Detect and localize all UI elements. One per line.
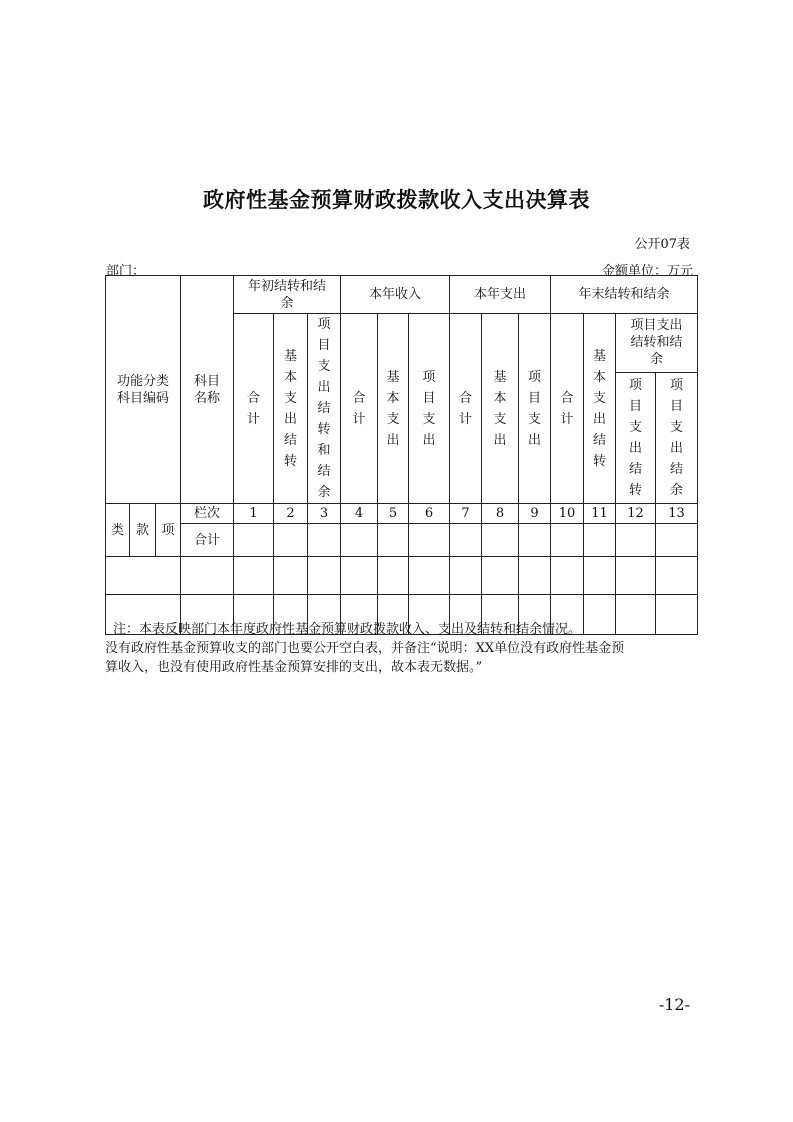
header-kuan: 款 [130, 504, 156, 557]
budget-table [105, 275, 698, 635]
header-expense: 本年支出 [450, 276, 551, 314]
header-closing-project-remain: 项目支出结余 [656, 372, 698, 503]
table-row-total [106, 524, 698, 557]
header-func-code: 功能分类科目编码 [106, 276, 181, 504]
table-row [106, 557, 698, 595]
table-cell [274, 524, 308, 557]
table-cell [584, 524, 616, 557]
column-number: 7 [450, 504, 482, 524]
header-opening-balance: 年初结转和结余 [234, 276, 341, 314]
unit-label: 金额单位：万元 [601, 264, 693, 279]
table-cell [584, 557, 616, 595]
column-number: 4 [341, 504, 378, 524]
header-opening-total: 合计 [234, 314, 274, 504]
column-number: 13 [656, 504, 698, 524]
table-cell [519, 524, 551, 557]
table-cell [106, 557, 181, 595]
column-number: 11 [584, 504, 616, 524]
table-cell [551, 524, 584, 557]
header-closing-project-carry: 项目支出结转 [616, 372, 656, 503]
table-cell [450, 557, 482, 595]
column-number: 1 [234, 504, 274, 524]
header-closing-balance: 年末结转和结余 [551, 276, 698, 314]
column-number: 3 [308, 504, 341, 524]
header-closing-basic: 基本支出结转 [584, 314, 616, 504]
header-opening-basic: 基本支出结转 [274, 314, 308, 504]
header-income-total: 合计 [341, 314, 378, 504]
total-row-label: 合计 [181, 524, 234, 557]
column-number: 6 [409, 504, 450, 524]
table-cell [616, 557, 656, 595]
table-cell [551, 557, 584, 595]
notes [105, 620, 703, 677]
table-cell [234, 557, 274, 595]
header-lei: 类 [106, 504, 130, 557]
table-cell [308, 524, 341, 557]
header-income-basic: 基本支出 [378, 314, 409, 504]
column-number: 2 [274, 504, 308, 524]
table-cell [656, 557, 698, 595]
table-cell [274, 557, 308, 595]
table-cell [482, 524, 519, 557]
note-line: 注：本表反映部门本年度政府性基金预算财政拨款收入、支出及结转和结余情况。 [113, 622, 582, 637]
table-cell [519, 557, 551, 595]
table-cell [308, 557, 341, 595]
note-line: 没有政府性基金预算收支的部门也要公开空白表，并备注“说明：XX单位没有政府性基金预 [105, 641, 625, 656]
header-closing-total: 合计 [551, 314, 584, 504]
header-expense-project: 项目支出 [519, 314, 551, 504]
header-expense-basic: 基本支出 [482, 314, 519, 504]
header-xiang: 项 [156, 504, 181, 557]
note-line: 算收入，也没有使用政府性基金预算安排的支出，故本表无数据。” [105, 660, 483, 675]
header-closing-project: 项目支出结转和结余 [616, 314, 698, 373]
table-cell [378, 524, 409, 557]
page-title: 政府性基金预算财政拨款收入支出决算表 [203, 188, 590, 212]
column-number: 8 [482, 504, 519, 524]
header-opening-project: 项目支出结转和结余 [308, 314, 341, 504]
table-cell [181, 557, 234, 595]
table-cell [378, 557, 409, 595]
table-cell [482, 557, 519, 595]
table-cell [616, 524, 656, 557]
column-number: 9 [519, 504, 551, 524]
column-number: 5 [378, 504, 409, 524]
page-number: -12- [658, 995, 690, 1014]
header-expense-total: 合计 [450, 314, 482, 504]
header-income: 本年收入 [341, 276, 450, 314]
header-subject-name: 科目名称 [181, 276, 234, 504]
table-cell [341, 557, 378, 595]
department-label: 部门： [106, 264, 146, 279]
column-no-label: 栏次 [181, 504, 234, 524]
column-number: 10 [551, 504, 584, 524]
table-cell [450, 524, 482, 557]
column-number: 12 [616, 504, 656, 524]
table-cell [656, 524, 698, 557]
table-cell [409, 524, 450, 557]
form-code: 公开07表 [634, 237, 690, 252]
table-cell [234, 524, 274, 557]
table-cell [409, 557, 450, 595]
header-income-project: 项目支出 [409, 314, 450, 504]
table-cell [341, 524, 378, 557]
